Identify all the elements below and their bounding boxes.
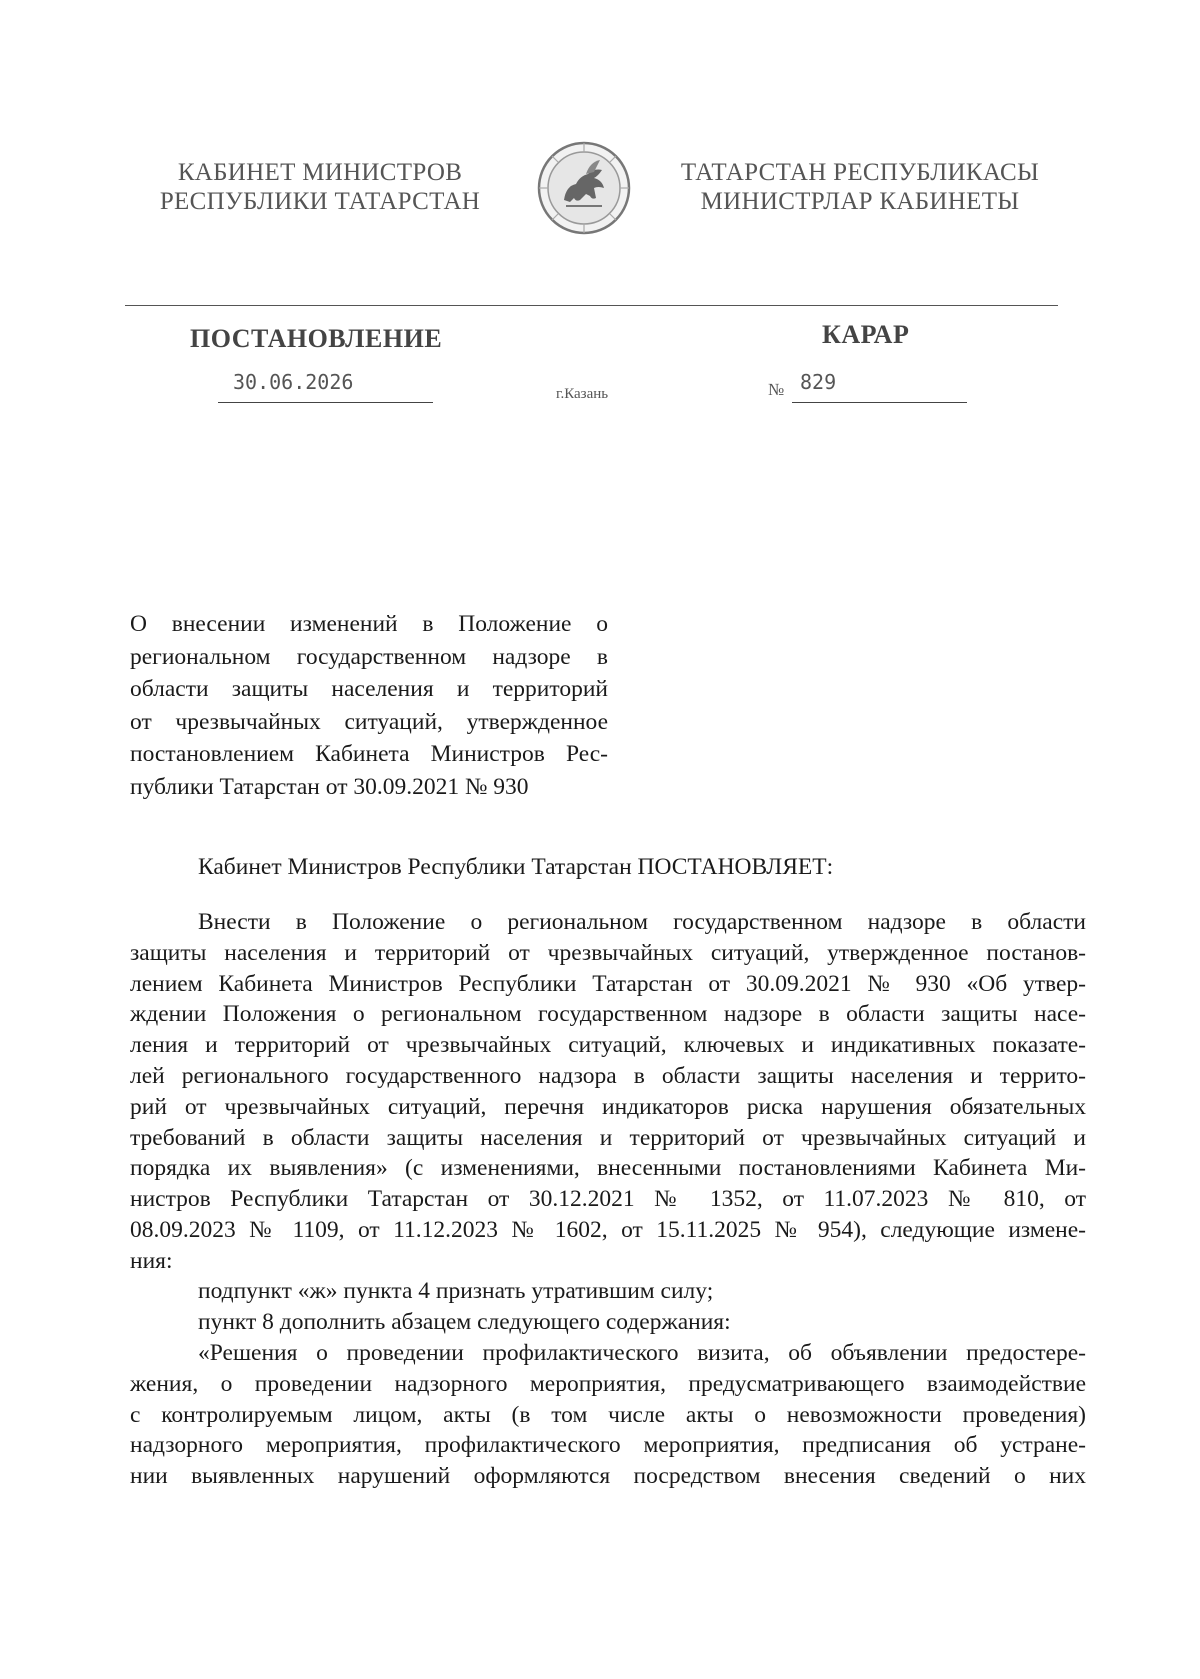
date-value: 30.06.2026 <box>233 370 354 394</box>
body-line: 08.09.2023 № 1109, от 11.12.2023 № 1602, от 15.11.2025 № 954), следующие измене- <box>130 1216 1086 1243</box>
coat-of-arms-icon <box>536 140 632 236</box>
number-field <box>792 370 967 403</box>
number-sign: № <box>768 380 785 399</box>
body-line: защиты населения и территорий от чрезвычайных ситуаций, утвержденное постанов- <box>130 939 1086 966</box>
body-line: нистров Республики Татарстан от 30.12.2021 № 1352, от 11.07.2023 № 810, от <box>130 1186 1086 1213</box>
title-line: постановлением Кабинета Министров Рес- <box>130 741 608 767</box>
paragraph-3 <box>130 1307 1086 1338</box>
title-line: региональном государственном надзоре в <box>130 643 608 670</box>
body-line: жения, о проведении надзорного мероприятия, предусматривающего взаимодействие <box>130 1370 1086 1397</box>
header-right <box>660 158 1060 216</box>
body-line: ждении Положения о региональном государственном надзоре в области защиты насе- <box>130 1001 1086 1028</box>
city: г.Казань <box>556 386 609 402</box>
header-right-line1: ТАТАРСТАН РЕСПУБЛИКАСЫ <box>680 159 1040 186</box>
body-line: надзорного мероприятия, профилактического мероприятия, предписания об устране- <box>130 1432 1086 1459</box>
title-line: О внесении изменений в Положение о <box>130 611 608 637</box>
doc-type-ru: ПОСТАНОВЛЕНИЕ <box>190 324 443 353</box>
title-line: от чрезвычайных ситуаций, утвержденное <box>130 708 608 735</box>
header-left-line2: РЕСПУБЛИКИ ТАТАРСТАН <box>159 188 481 215</box>
body-line: нии выявленных нарушений оформляются посредством внесения сведений о них <box>130 1463 1086 1490</box>
decree-statement: Кабинет Министров Республики Татарстан ПОСТАНОВЛЯЕТ: <box>198 854 834 880</box>
date-field <box>218 370 433 403</box>
body-line: Внести в Положение о региональном государственном надзоре в области <box>198 909 1086 935</box>
body-line: подпункт «ж» пункта 4 признать утратившим силу; <box>198 1278 714 1304</box>
document-title <box>130 608 608 803</box>
body-line: ления и территорий от чрезвычайных ситуаций, ключевых и индикативных показате- <box>130 1032 1086 1059</box>
paragraph-4 <box>130 1338 1086 1492</box>
header-divider <box>125 305 1058 306</box>
body-line: рий от чрезвычайных ситуаций, перечня индикаторов риска нарушения обязательных <box>130 1093 1086 1120</box>
body-line: пункт 8 дополнить абзацем следующего содержания: <box>198 1309 731 1335</box>
paragraph-2 <box>130 1276 1086 1307</box>
body-line: лением Кабинета Министров Республики Татарстан от 30.09.2021 № 930 «Об утвер- <box>130 970 1086 997</box>
body-line: требований в области защиты населения и территорий от чрезвычайных ситуаций и <box>130 1124 1086 1151</box>
title-line: области защиты населения и территорий <box>130 676 608 702</box>
body-line: ния: <box>130 1247 173 1274</box>
header-right-line2: МИНИСТРЛАР КАБИНЕТЫ <box>700 188 1020 215</box>
body-line: порядка их выявления» (с изменениями, внесенными постановлениями Кабинета Ми- <box>130 1155 1086 1182</box>
body-line: лей регионального государственного надзора в области защиты населения и террито- <box>130 1062 1086 1089</box>
header-left <box>140 158 500 216</box>
title-line: публики Татарстан от 30.09.2021 № 930 <box>130 773 529 800</box>
body-line: с контролируемым лицом, акты (в том числе акты о невозможности проведения) <box>130 1401 1086 1428</box>
paragraph-1 <box>130 907 1086 1277</box>
number-value: 829 <box>800 370 837 394</box>
doc-type-tt: КАРАР <box>822 320 910 349</box>
body-line: «Решения о проведении профилактического визита, об объявлении предостере- <box>198 1340 1086 1366</box>
header-left-line1: КАБИНЕТ МИНИСТРОВ <box>177 159 463 186</box>
